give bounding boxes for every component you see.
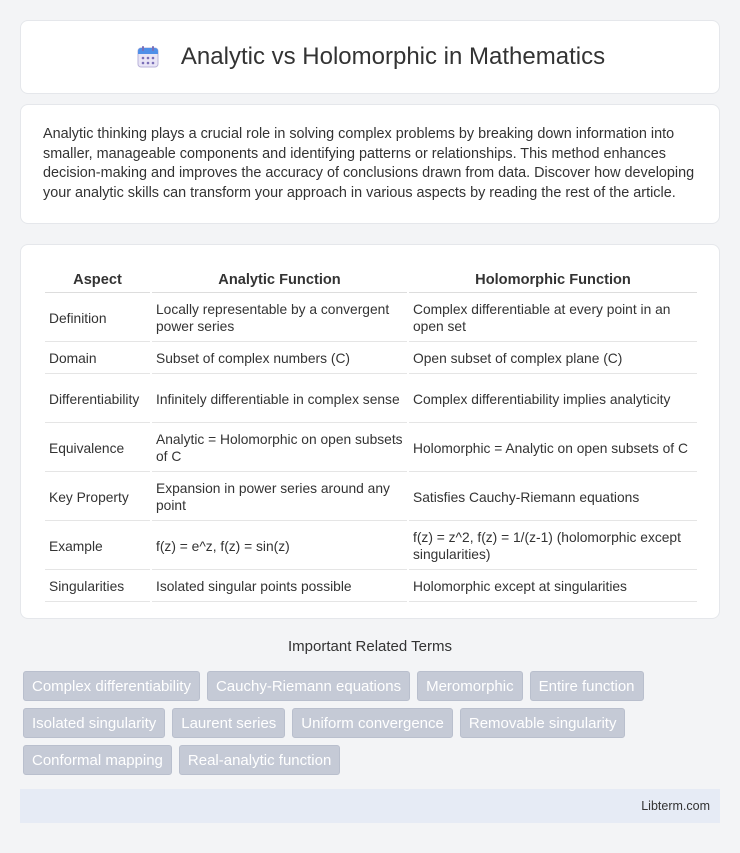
intro-card (20, 104, 720, 224)
cell-aspect: Example (45, 523, 150, 570)
table-row (45, 425, 697, 472)
cell-holomorphic: Satisfies Cauchy-Riemann equations (409, 474, 697, 521)
table-row (45, 474, 697, 521)
related-term-tag[interactable]: Removable singularity (460, 708, 626, 738)
cell-analytic: Locally representable by a convergent power series (152, 295, 407, 342)
related-term-tag[interactable]: Real-analytic function (179, 745, 340, 775)
cell-holomorphic: Complex differentiability implies analyticity (409, 376, 697, 423)
intro-paragraph: Analytic thinking plays a crucial role in solving complex problems by breaking down information into smaller, manageable components and identifying patterns or relationships. This method enhances decision-making and improves the accuracy of conclusions drawn from data. Discover how developing your analytic skills can transform your approach in various aspects by reading the rest of the article. (43, 126, 695, 201)
cell-analytic: f(z) = e^z, f(z) = sin(z) (152, 523, 407, 570)
cell-holomorphic: f(z) = z^2, f(z) = 1/(z-1) (holomorphic except singularities) (409, 523, 697, 570)
table-row (45, 523, 697, 570)
cell-holomorphic: Open subset of complex plane (C) (409, 344, 697, 374)
related-term-tag[interactable]: Meromorphic (417, 671, 523, 701)
comparison-table (43, 265, 699, 604)
cell-holomorphic: Holomorphic except at singularities (409, 572, 697, 602)
related-terms-title: Important Related Terms (288, 638, 452, 655)
table-row (45, 295, 697, 342)
cell-aspect: Equivalence (45, 425, 150, 472)
cell-aspect: Singularities (45, 572, 150, 602)
cell-aspect: Differentiability (45, 376, 150, 423)
calendar-icon (135, 44, 161, 70)
related-term-tag[interactable]: Uniform convergence (292, 708, 453, 738)
cell-analytic: Subset of complex numbers (C) (152, 344, 407, 374)
column-header-analytic: Analytic Function (152, 267, 407, 293)
table-header-row (45, 267, 697, 293)
related-term-tag[interactable]: Conformal mapping (23, 745, 172, 775)
comparison-table-card (20, 244, 720, 619)
cell-aspect: Key Property (45, 474, 150, 521)
related-term-tag[interactable]: Entire function (530, 671, 644, 701)
cell-analytic: Isolated singular points possible (152, 572, 407, 602)
cell-aspect: Domain (45, 344, 150, 374)
page-title: Analytic vs Holomorphic in Mathematics (180, 43, 606, 70)
table-row (45, 376, 697, 423)
cell-aspect: Definition (45, 295, 150, 342)
table-row (45, 572, 697, 602)
related-term-tag[interactable]: Complex differentiability (23, 671, 200, 701)
related-term-tag[interactable]: Laurent series (172, 708, 285, 738)
footer (20, 789, 720, 823)
column-header-holomorphic: Holomorphic Function (409, 267, 697, 293)
footer-site-link[interactable]: Libterm.com (641, 799, 710, 813)
cell-holomorphic: Complex differentiable at every point in an open set (409, 295, 697, 342)
header-card (20, 20, 720, 94)
cell-analytic: Expansion in power series around any point (152, 474, 407, 521)
related-terms-list (23, 671, 723, 775)
related-term-tag[interactable]: Isolated singularity (23, 708, 165, 738)
cell-analytic: Analytic = Holomorphic on open subsets of C (152, 425, 407, 472)
cell-holomorphic: Holomorphic = Analytic on open subsets of C (409, 425, 697, 472)
column-header-aspect: Aspect (45, 267, 150, 293)
table-row (45, 344, 697, 374)
cell-analytic: Infinitely differentiable in complex sense (152, 376, 407, 423)
related-term-tag[interactable]: Cauchy-Riemann equations (207, 671, 410, 701)
